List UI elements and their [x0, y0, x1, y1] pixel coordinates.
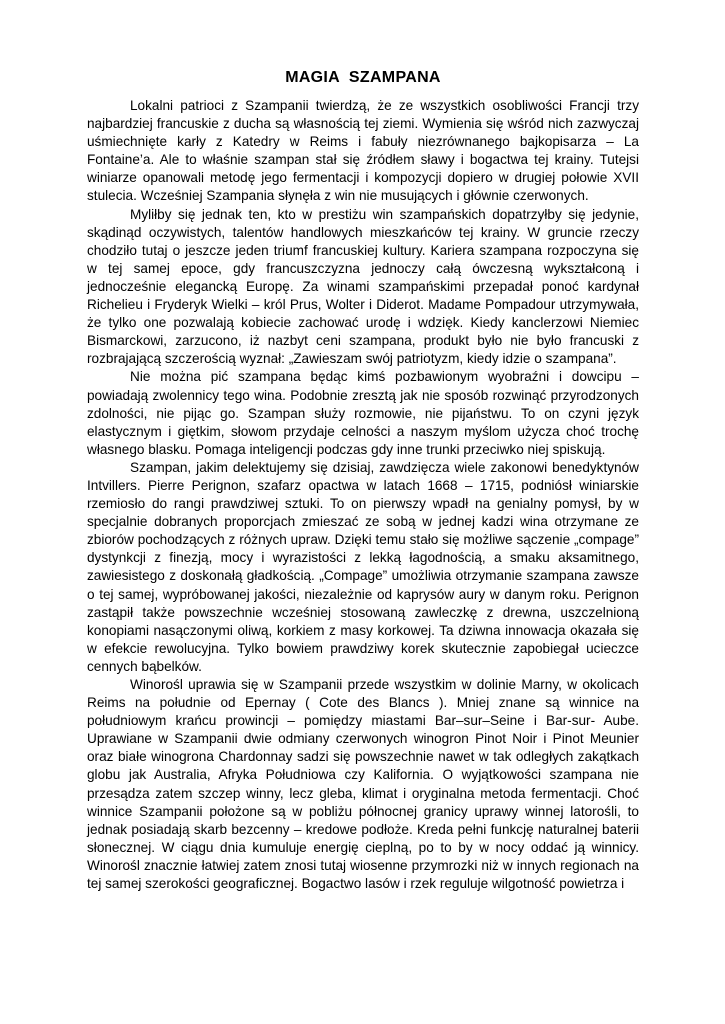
- paragraph-2: Myliłby się jednak ten, kto w prestiżu win szampańskich dopatrzyłby się jedynie, skądinąd oczywistych, talentów handlowych mieszkańców tej krainy. W gruncie rzeczy chodziło tutaj o jeszcze jeden triumf francuskiej kultury. Kariera szampana rozpoczyna się w tej samej epoce, gdy francuszczyzna jednoczy całą ówczesną wykształconą i jednocześnie elegancką Europę. Za winami szampańskimi przepadał ponoć kardynał Richelieu i Fryderyk Wielki – król Prus, Wolter i Diderot. Madame Pompadour utrzymywała, że tylko one pozwalają kobiecie zachować urodę i wdzięk. Kiedy kanclerzowi Niemiec Bismarckowi, zarzucono, iż nazbyt ceni szampana, produkt było nie było francuski z rozbrajającą szczerością wyznał: „Zawieszam swój patriotyzm, kiedy idzie o szampana”.: [87, 206, 639, 367]
- paragraph-3: Nie można pić szampana będąc kimś pozbawionym wyobraźni i dowcipu – powiadają zwolennicy tego wina. Podobnie zresztą jak nie sposób rozwinąć przyrodzonych zdolności, nie pijąc go. Szampan służy rozmowie, nie pijaństwu. To on czyni język elastycznym i giętkim, słowom przydaje celności a naszym myślom użycza choć trochę własnego blasku. Pomaga inteligencji podczas gdy inne trunki przeciwko niej spiskują.: [87, 369, 639, 457]
- paragraph-5: Winorośl uprawia się w Szampanii przede wszystkim w dolinie Marny, w okolicach Reims na południe od Epernay ( Cote des Blancs ). Mniej znane są winnice na południowym krańcu prowincji – pomiędzy miastami Bar–sur–Seine i Bar-sur- Aube. Uprawiane w Szampanii dwie odmiany czerwonych winogron Pinot Noir i Pinot Meunier oraz białe winogrona Chardonnay sadzi się powszechnie nawet w tak odległych zakątkach globu jak Australia, Afryka Południowa czy Kalifornia. O wyjątkowości szampana nie przesądza zatem szczep winny, lecz gleba, klimat i oryginalna metoda fermentacji. Choć winnice Szampanii położone są w pobliżu północnej granicy uprawy winnej latorośli, to jednak posiadają skarb bezcenny – kredowe podłoże. Kreda pełni funkcję naturalnej baterii słonecznej. W ciągu dnia kumuluje energię cieplną, po to by w nocy oddać ją winnicy. Winorośl znacznie łatwiej zatem znosi tutaj wiosenne przymrozki niż w innych regionach na tej samej szerokości geograficznej. Bogactwo lasów i rzek reguluje wilgotność powietrza i: [87, 677, 639, 892]
- paragraph-1: Lokalni patrioci z Szampanii twierdzą, że ze wszystkich osobliwości Francji trzy najbardziej francuskie z ducha są własnością tej ziemi. Wymienia się wśród nich zazwyczaj uśmiechnięte karły z Katedry w Reims i fabuły niezrównanego bajkopisarza – La Fontaine’a. Ale to właśnie szampan stał się źródłem sławy i bogactwa tej krainy. Tutejsi winiarze opanowali metodę jego fermentacji i kompozycji dopiero w drugiej połowie XVII stulecia. Wcześniej Szampania słynęła z win nie musujących i głównie czerwonych.: [87, 98, 639, 204]
- document-title: MAGIA SZAMPANA: [285, 69, 441, 86]
- paragraph-4: Szampan, jakim delektujemy się dzisiaj, zawdzięcza wiele zakonowi benedyktynów Intvillers. Pierre Perignon, szafarz opactwa w latach 1668 – 1715, podniósł winiarskie rzemiosło do rangi prawdziwej sztuki. To on pierwszy wpadł na genialny pomysł, by w specjalnie dobranych proporcjach zmieszać ze sobą w jednej kadzi wina otrzymane ze zbiorów pochodzących z różnych upraw. Dzięki temu stało się możliwe sączenie „compage” dystynkcji z finezją, mocy i wyrazistości z lekką łagodnością, a smaku aksamitnego, zawiesistego z doskonałą gładkością. „Compage” umożliwia otrzymanie szampana zawsze o tej samej, wypróbowanej jakości, niezależnie od kaprysów aury w danym roku. Perignon zastąpił także powszechnie wcześniej stosowaną zawleczkę z drewna, uszczelnioną konopiami nasączonymi oliwą, korkiem z masy korkowej. Ta dziwna innowacja okazała się w efekcie rewolucyjna. Tylko bowiem prawdziwy korek skutecznie zapobiegał ucieczce cennych bąbelków.: [87, 459, 639, 674]
- document-page: [87, 68, 639, 893]
